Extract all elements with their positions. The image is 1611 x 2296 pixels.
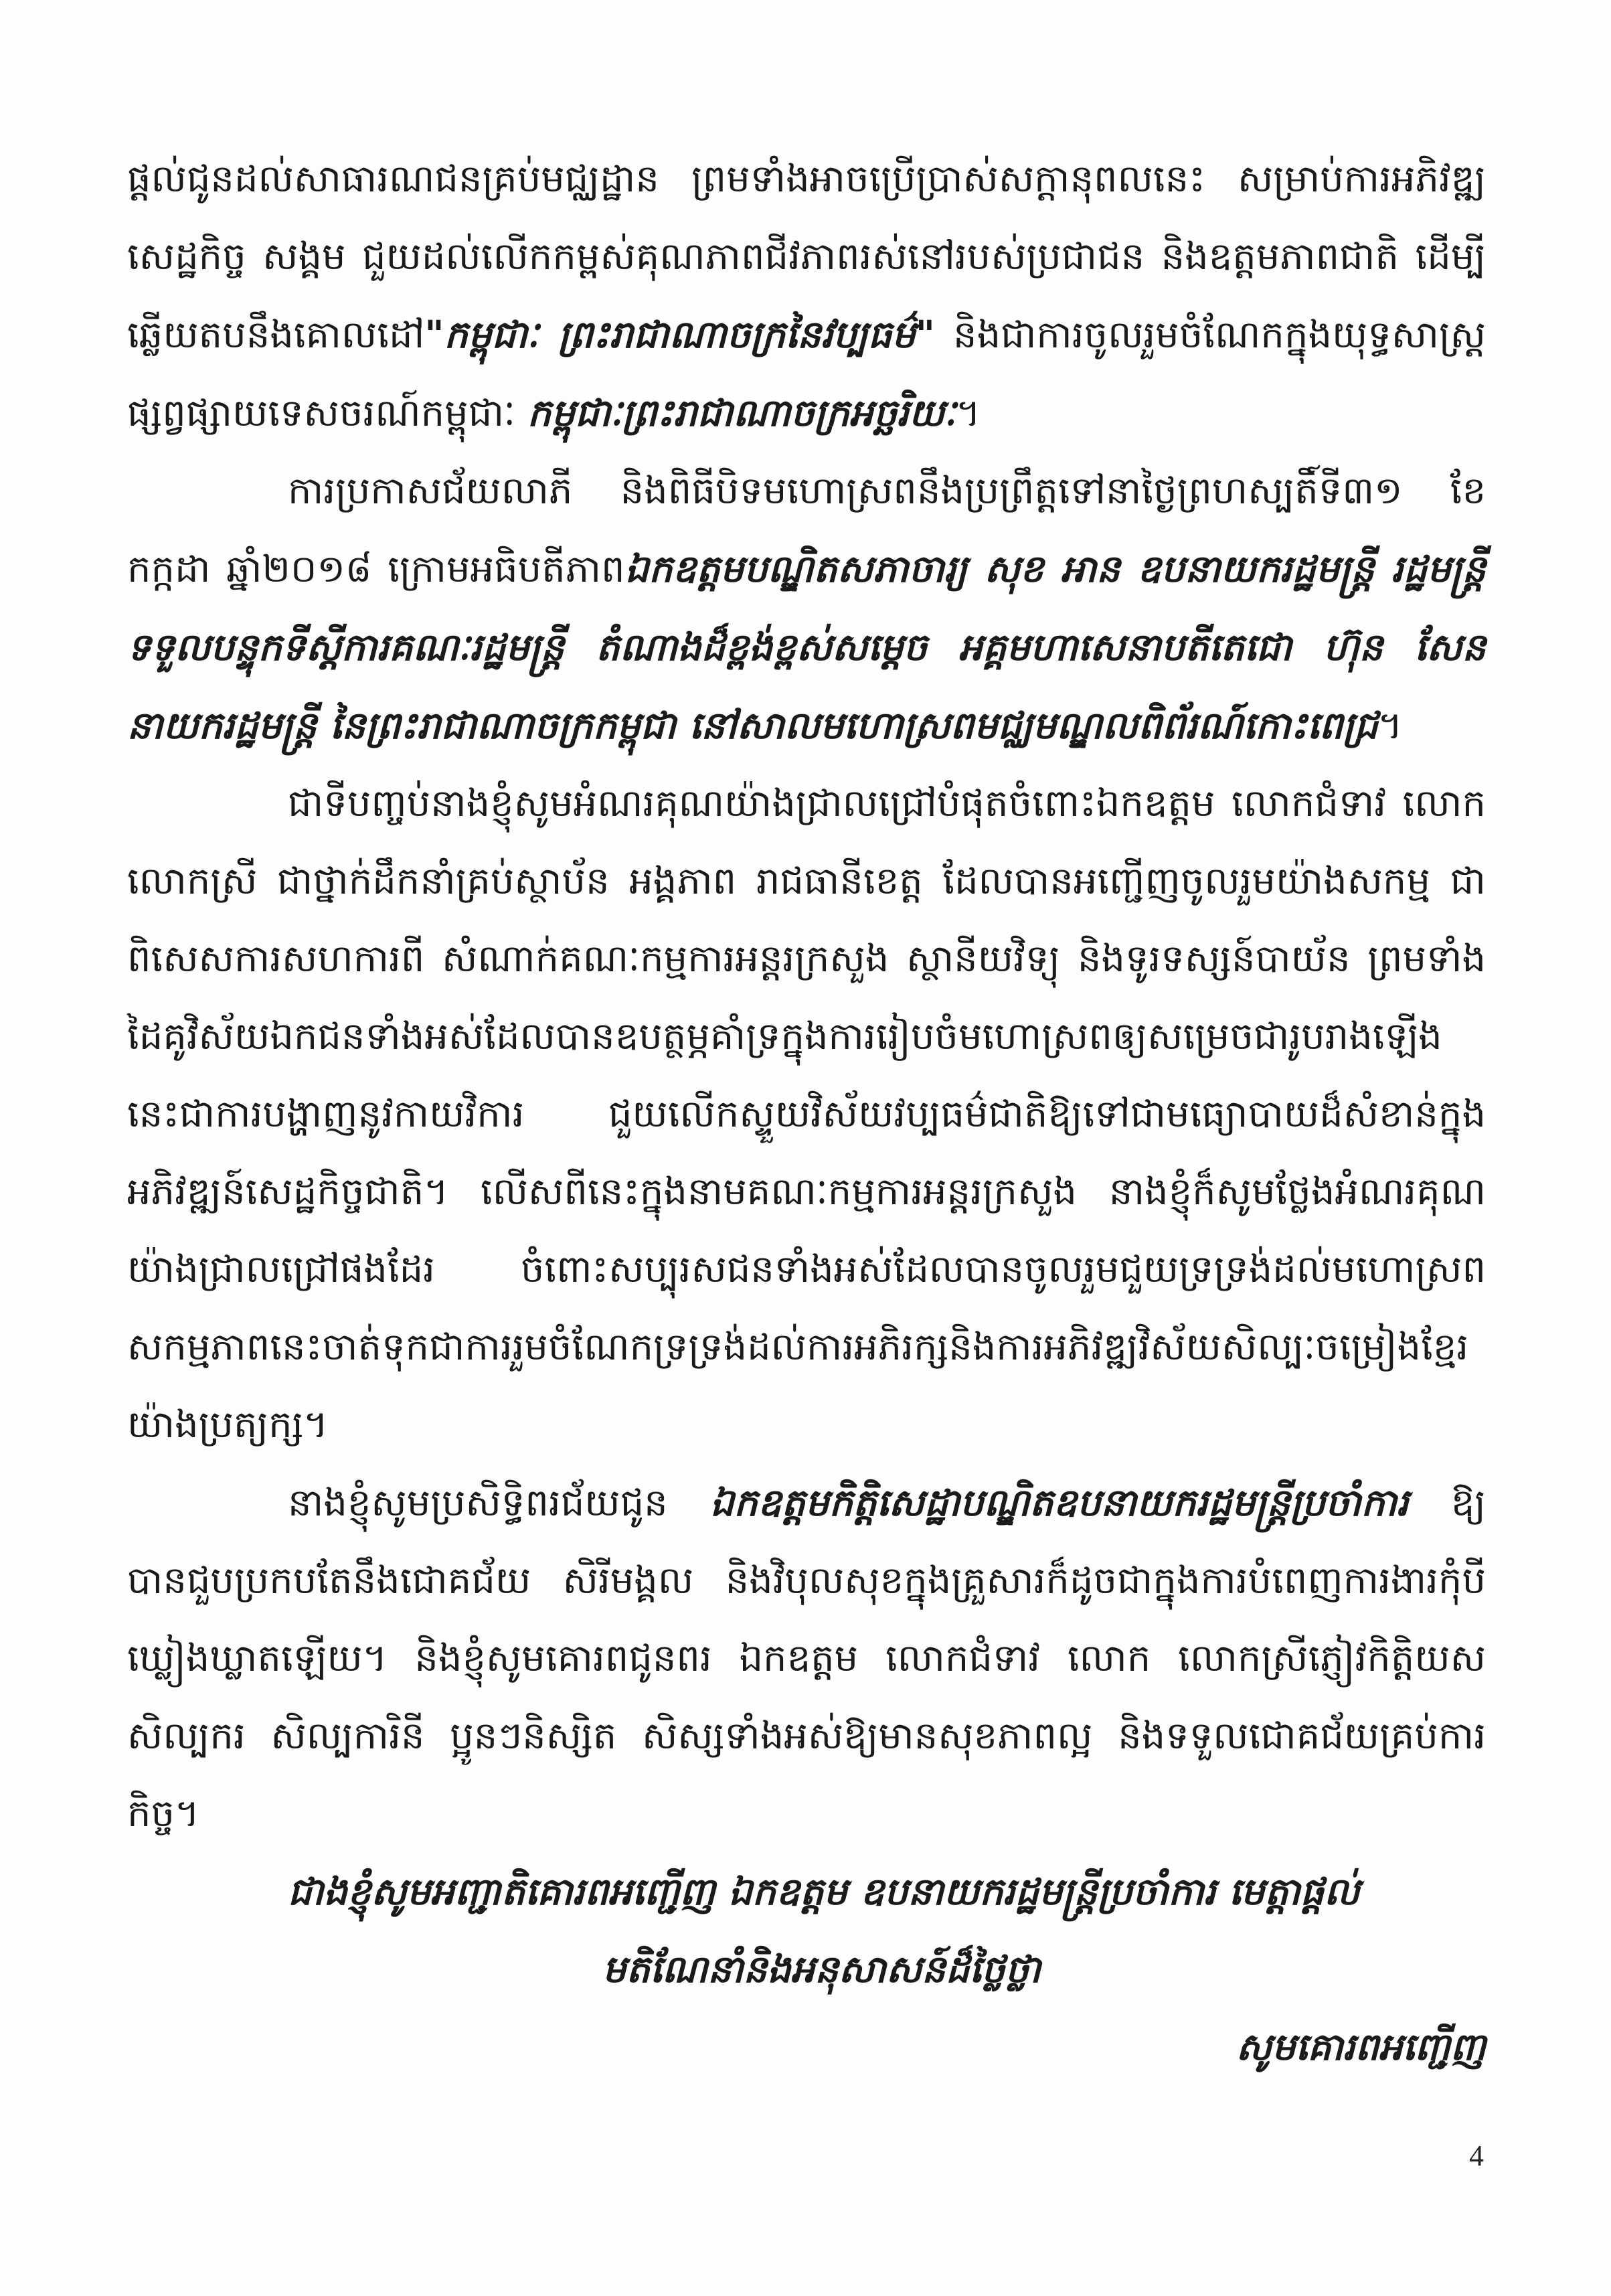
- paragraph-4-text: នាងខ្ញុំសូមប្រសិទ្ធិពរជ័យជូន: [288, 1481, 710, 1525]
- paragraph-4-end: ឱ្យបានជួបប្រកបតែនឹងជោគជ័យ សិរីមង្គល និងវិបុលសុខក្នុងគ្រួសារក៏ដូចជាក្នុងការបំពេញការងារកុំបីឃ្លៀងឃ្លាតឡើយ។ និងខ្ញុំសូមគោរពជូនពរ ឯកឧត្តម លោកជំទាវ លោក លោកស្រីភ្ញៀវកិត្តិយស សិល្បករ សិល្បការិនី ប្អូនៗនិស្សិត សិស្សទាំងអស់ឱ្យមានសុខភាពល្អ និងទទួលជោគជ័យគ្រប់ការកិច្ច។: [127, 1481, 1486, 1835]
- paragraph-4-bold-phrase: ឯកឧត្តមកិត្តិសេដ្ឋាបណ្ឌិតឧបនាយករដ្ឋមន្ត្រីប្រចាំការ: [709, 1481, 1409, 1525]
- paragraph-1-bold-phrase-1: "កម្ពុជាៈ ព្រះរាជាណាចក្រនៃវប្បធម៌": [424, 313, 935, 357]
- paragraph-4: [127, 1464, 1486, 1853]
- paragraph-3: [127, 765, 1486, 1464]
- paragraph-1: [127, 141, 1486, 453]
- paragraph-1-bold-phrase-2: កម្ពុជាៈព្រះរាជាណាចក្រអច្ឆរិយៈ: [527, 391, 956, 435]
- paragraph-1-end: ។: [956, 392, 981, 435]
- document-body: [127, 141, 1486, 2086]
- paragraph-2-text: ការប្រកាសជ័យលាភី និងពិធីបិទមហោស្រពនឹងប្រព្រឹត្តទៅនាថ្ងៃព្រហស្បតិ៍ទី៣១ ខែកក្កដា ឆ្នាំ២០១៨ ក្រោមអធិបតីភាព: [127, 469, 1486, 591]
- paragraph-2-bold-phrase: ឯកឧត្តមបណ្ឌិតសភាចារ្យ សុខ អាន ឧបនាយករដ្ឋមន្ត្រី រដ្ឋមន្ត្រីទទួលបន្ទុកទីស្តីការគណៈរដ្ឋមន្ត្រី តំណាងដ៏ខ្ពង់ខ្ពស់សម្តេច អគ្គមហាសេនាបតីតេជោ ហ៊ុន សែន នាយករដ្ឋមន្ត្រី នៃព្រះរាជាណាចក្រកម្ពុជា នៅសាលមហោស្រពមជ្ឈមណ្ឌលពិព័រណ៍កោះពេជ្រ: [127, 547, 1486, 748]
- paragraph-3-text: ជាទីបញ្ចប់នាងខ្ញុំសូមអំណរគុណយ៉ាងជ្រាលជ្រៅបំផុតចំពោះឯកឧត្តម លោកជំទាវ លោក លោកស្រី ជាថ្នាក់ដឹកនាំគ្រប់ស្ថាប័ន អង្គភាព រាជធានីខេត្ត ដែលបានអញ្ជើញចូលរួមយ៉ាងសកម្ម ជាពិសេសការសហការពី សំណាក់គណៈកម្មការអន្តរក្រសួង ស្ថានីយវិទ្យុ និងទូរទស្សន៍បាយ័ន ព្រមទាំងដៃគូវិស័យឯកជនទាំងអស់ដែលបានឧបត្ថម្ភគាំទ្រក្នុងការរៀបចំមហោស្រពឲ្យសម្រេចជារូបរាងឡើង នេះជាការបង្ហាញនូវកាយវិការ ជួយលើកស្ទួយវិស័យវប្បធម៌ជាតិឱ្យទៅជាមធ្យោបាយដ៏សំខាន់ក្នុងអភិវឌ្ឍន៍សេដ្ឋកិច្ចជាតិ។ លើសពីនេះក្នុងនាមគណៈកម្មការអន្តរក្រសួង នាងខ្ញុំក៏សូមថ្លែងអំណរគុណយ៉ាងជ្រាលជ្រៅផងដែរ ចំពោះសប្បុរសជនទាំងអស់ដែលបានចូលរួមជួយទ្រទ្រង់ដល់មហោស្រព សកម្មភាពនេះចាត់ទុកជាការរួមចំណែកទ្រទ្រង់ដល់ការអភិរក្សនិងការអភិវឌ្ឍវិស័យសិល្បៈចម្រៀងខ្មែរយ៉ាងប្រត្យក្ស។: [127, 782, 1486, 1447]
- paragraph-2: [127, 453, 1486, 765]
- paragraph-1-text: ផ្តល់ជូនដល់សាធារណជនគ្រប់មជ្ឈដ្ឋាន ព្រមទាំងអាចប្រើប្រាស់សក្តានុពលនេះ សម្រាប់ការអភិវឌ្ឍសេដ្ឋកិច្ច សង្គម ជួយដល់លើកកម្ពស់គុណភាពជីវភាពរស់នៅរបស់ប្រជាជន និងឧត្តមភាពជាតិ ដើម្បីឆ្លើយតបនឹងគោលដៅ: [127, 157, 1486, 357]
- closing-signature: សូមគោរពអញ្ជើញ: [1236, 2025, 1486, 2069]
- page-number: 4: [1469, 2139, 1484, 2172]
- paragraph-2-end: ។: [1377, 704, 1403, 748]
- closing-line-1: ជាងខ្ញុំសូមអញ្ជាតិគោរពអញ្ជើញ ឯកឧត្តម ឧបនាយករដ្ឋមន្ត្រីប្រចាំការ មេត្តាផ្តល់: [288, 1870, 1360, 1914]
- paragraph-1-text-middle: និងជាការចូលរួមចំណែកក្នុងយុទ្ធសាស្ត្រផ្សព្វផ្សាយទេសចរណ៍កម្ពុជាៈ: [127, 313, 1486, 435]
- closing-line-2: មតិណែនាំនិងអនុសាសន៍ដ៏ថ្លៃថ្លា: [602, 1947, 1041, 1991]
